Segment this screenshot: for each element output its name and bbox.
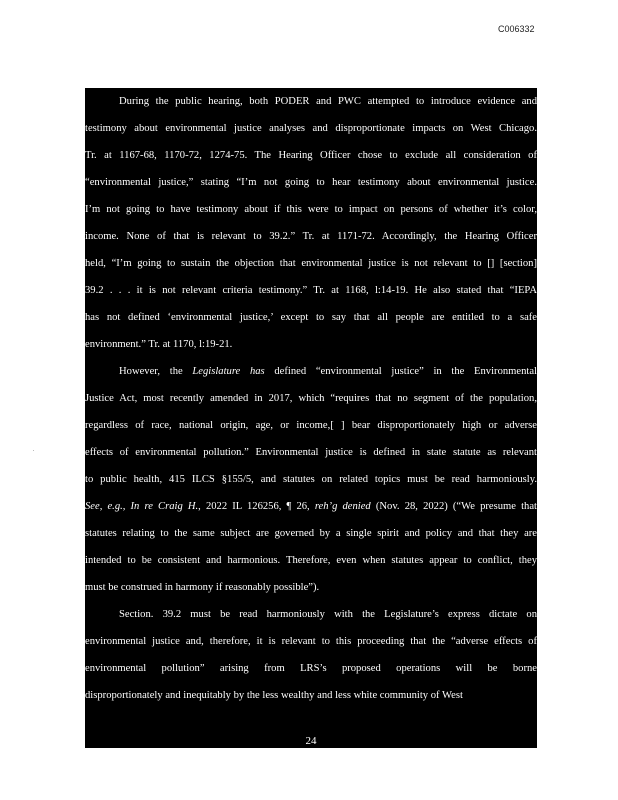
text-line [85,601,537,628]
paragraph [85,601,537,709]
text-line [85,628,537,655]
text-segment: Justice Act, most recently amended in 2017, which “requires that no segment of the population, [85,393,537,404]
text-line [85,304,537,331]
text-segment: statutes relating to the same subject are governed by a single spirit and policy and that they are [85,528,537,539]
text-segment: Tr. at 1167-68, 1170-72, 1274-75. The Hearing Officer chose to exclude all consideration of [85,150,537,161]
text-line [85,223,537,250]
text-line [85,331,537,358]
italic-text: Legislature has [192,366,265,377]
paragraph [85,88,537,358]
text-line [85,142,537,169]
text-line [85,115,537,142]
text-line [85,493,537,520]
text-line [85,439,537,466]
text-line [85,250,537,277]
text-segment: regardless of race, national origin, age, or income,[ ] bear disproportionately high or adverse [85,420,537,431]
text-segment: I’m not going to have testimony about if this were to impact on persons of whether it’s color, [85,204,537,215]
page-content [85,88,537,748]
italic-text: See, e.g., In re Craig H. [85,501,199,512]
text-line [85,547,537,574]
text-segment: effects of environmental pollution.” Environmental justice is defined in state statute as relevant [85,447,537,458]
text-segment: (Nov. 28, 2022) (“We presume that [370,501,537,512]
text-line [85,520,537,547]
text-segment: environmental justice and, therefore, it is relevant to this proceeding that the “adverse effects of [85,636,537,647]
text-segment: environmental pollution” arising from LRS’s proposed operations will be borne [85,663,537,674]
text-segment: held, “I’m going to sustain the objection that environmental justice is not relevant to [] [section] [85,258,537,269]
text-line [85,358,537,385]
text-segment: must be construed in harmony if reasonably possible”). [85,582,320,593]
text-line [85,412,537,439]
text-line [85,277,537,304]
text-line [85,169,537,196]
text-line [85,682,537,709]
text-segment: intended to be consistent and harmonious. Therefore, even when statutes appear to conflict, they [85,555,537,566]
text-segment: environment.” Tr. at 1170, l:19-21. [85,339,233,350]
text-segment: disproportionately and inequitably by the less wealthy and less white community of West [85,690,463,701]
text-segment: to public health, 415 ILCS §155/5, and statutes on related topics must be read harmoniously. [85,474,537,485]
text-segment: income. None of that is relevant to 39.2.” Tr. at 1171-72. Accordingly, the Hearing Officer [85,231,537,242]
page-number: 24 [305,735,317,747]
text-line [85,88,537,115]
paragraph [85,358,537,601]
text-segment: defined “environmental justice” in the Environmental [264,366,537,377]
text-line [85,466,537,493]
italic-text: reh’g denied [314,501,371,512]
text-segment: During the public hearing, both PODER and PWC attempted to introduce evidence and [119,96,537,107]
scan-speck [33,450,34,451]
text-line [85,655,537,682]
text-line [85,196,537,223]
text-segment: , 2022 IL 126256, ¶ 26, [198,501,315,512]
text-line [85,385,537,412]
text-segment: testimony about environmental justice analyses and disproportionate impacts on West Chicago. [85,123,537,134]
body-text [85,88,537,709]
document-id: C006332 [498,24,535,34]
text-segment: However, the [119,366,193,377]
text-line [85,574,537,601]
text-segment: “environmental justice,” stating “I’m not going to hear testimony about environmental justice. [85,177,537,188]
text-segment: Section. 39.2 must be read harmoniously with the Legislature’s express dictate on [119,609,537,620]
text-segment: 39.2 . . . it is not relevant criteria testimony.” Tr. at 1168, l:14-19. He also stated that “IEPA [85,285,537,296]
text-segment: has not defined ‘environmental justice,’ except to say that all people are entitled to a safe [85,312,537,323]
